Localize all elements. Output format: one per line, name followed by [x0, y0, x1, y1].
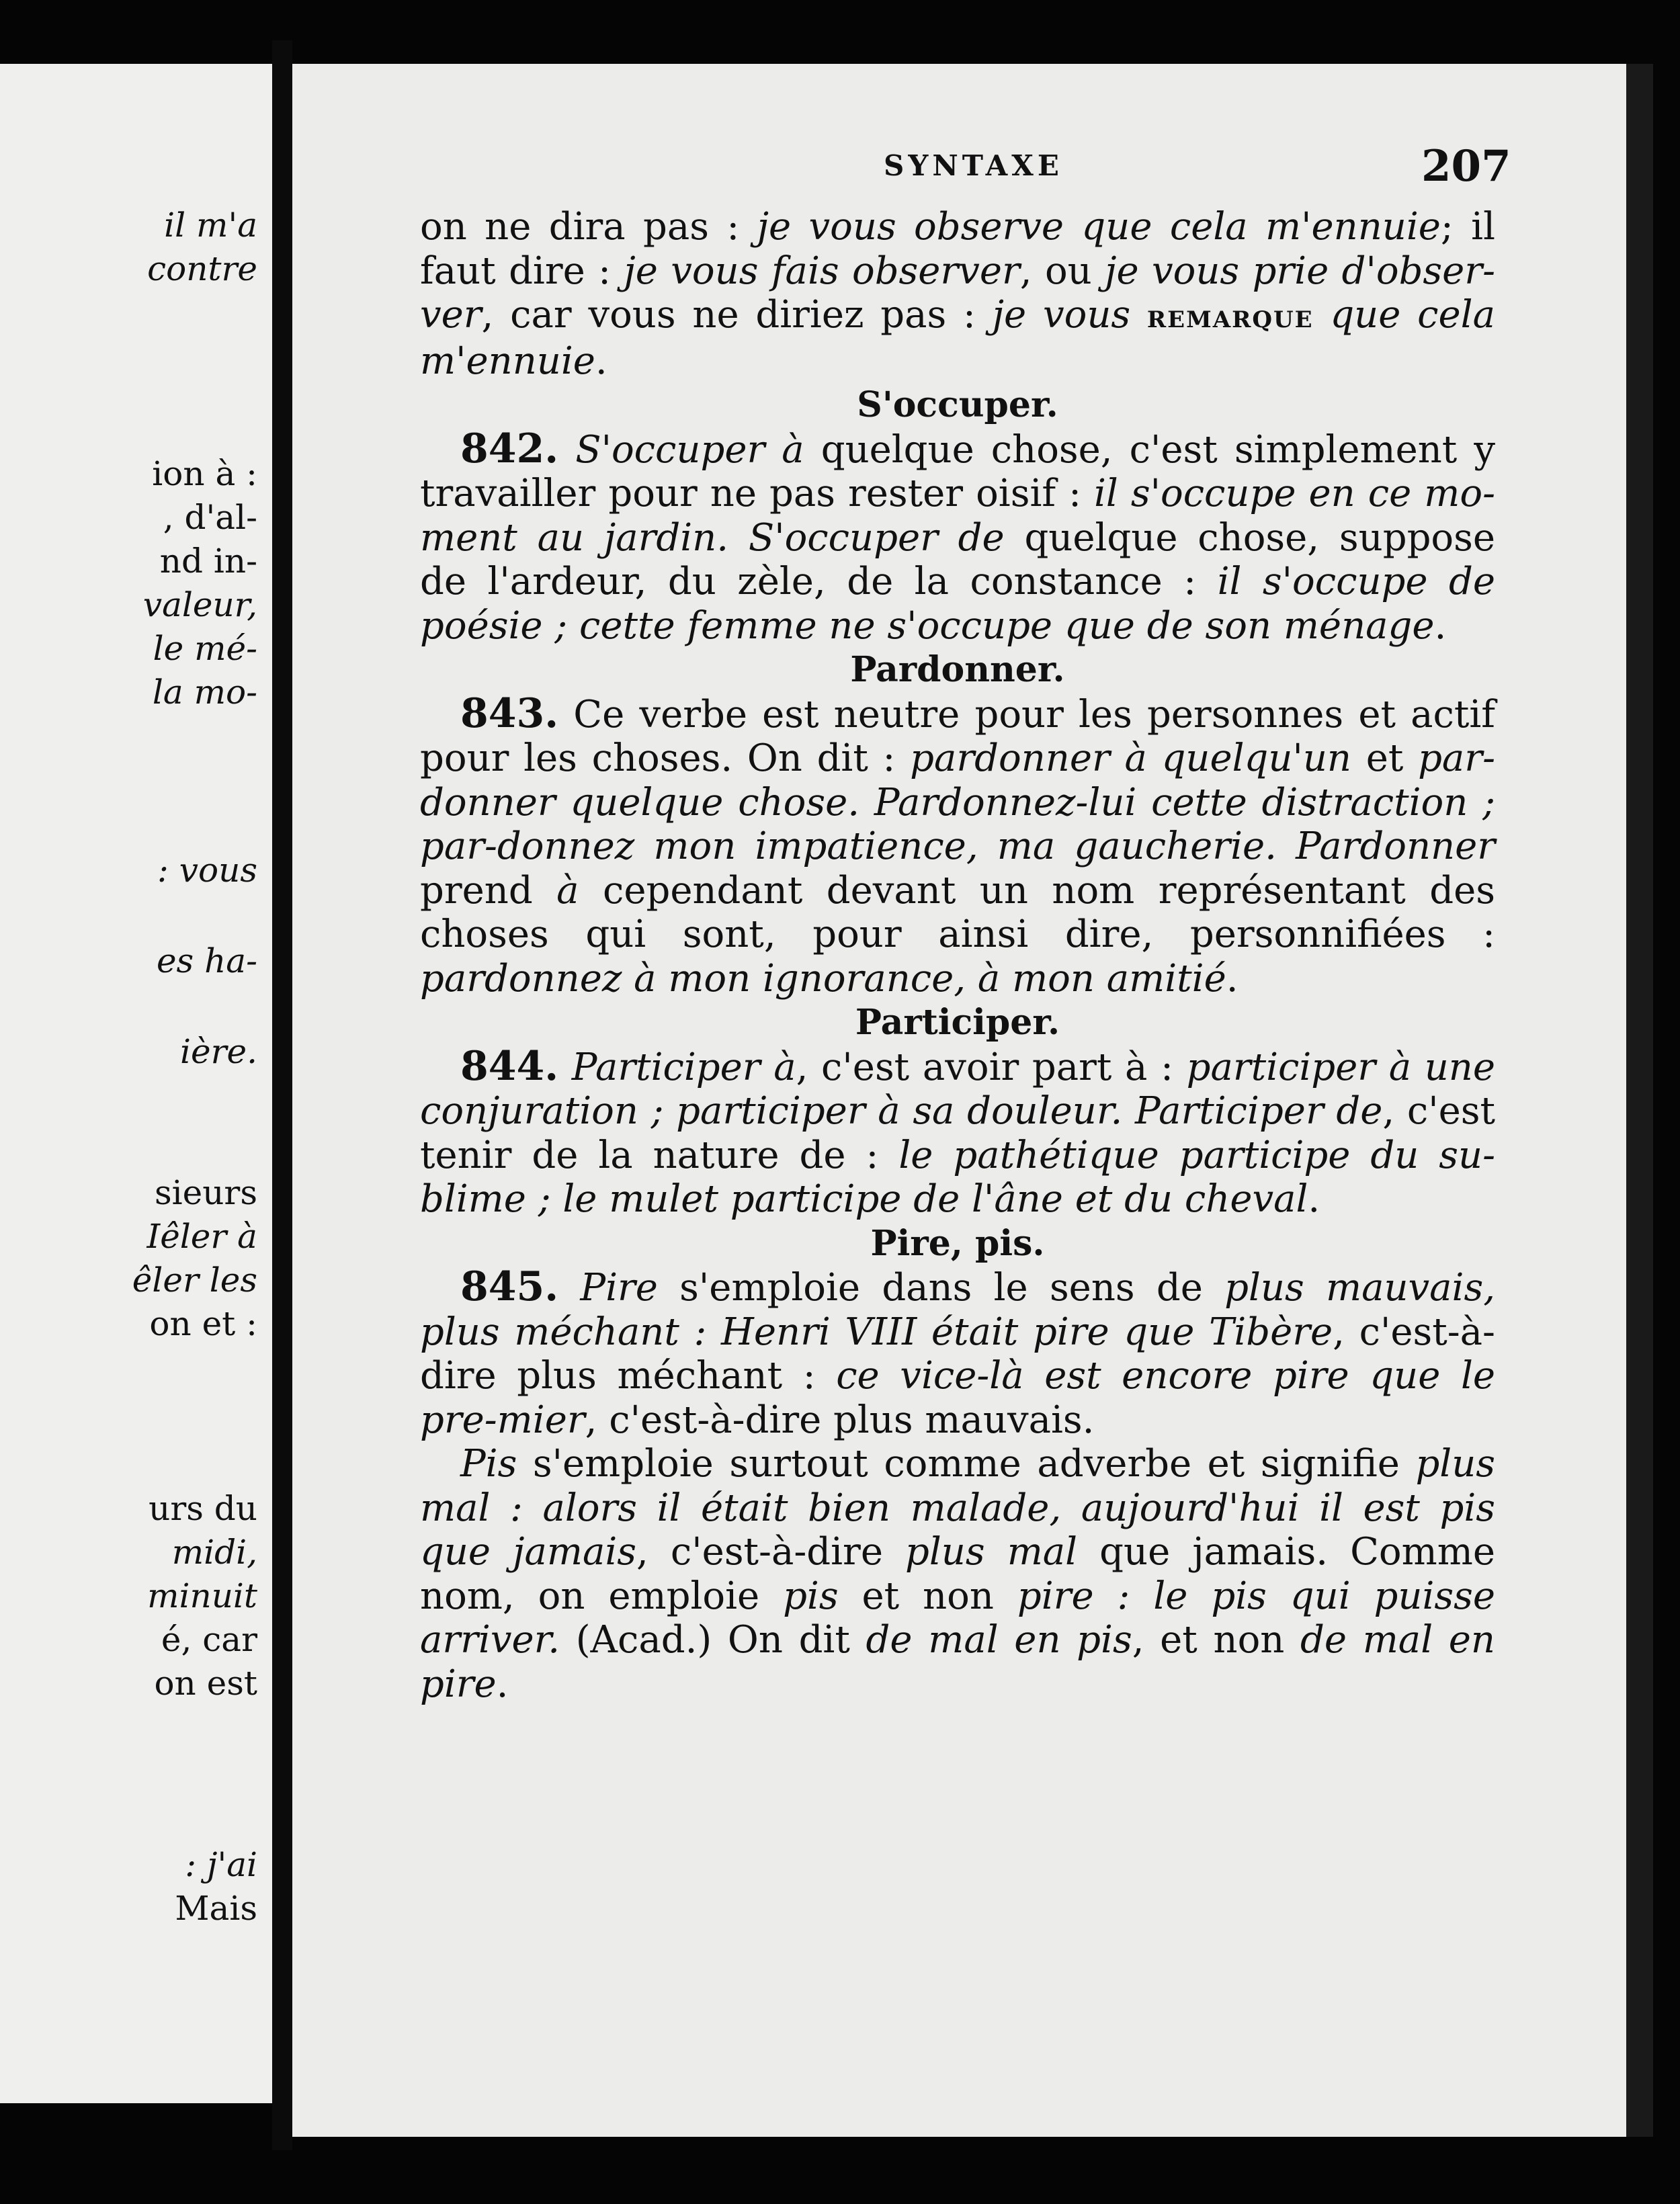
section-heading-occuper: S'occuper. — [857, 384, 1058, 425]
left-page-line: Mais — [175, 1889, 257, 1928]
section-heading-pire-pis: Pire, pis. — [870, 1222, 1045, 1264]
left-page-line: es ha- — [156, 941, 257, 980]
left-page-line: midi, — [171, 1533, 257, 1572]
left-page-line: la mo- — [152, 673, 257, 712]
page-number: 207 — [1421, 141, 1511, 192]
section-heading-participer: Participer. — [855, 1002, 1060, 1043]
paragraph-845-continued: Pis s'emploie surtout comme adverbe et signifie plus mal : alors il était bien malade, aujourd'hui il est pis que jamais, c'est-à-dire plus mal que jamais. Comme nom, on emploie pis et non pire : le pis qui puisse arriver. (Acad.) On dit de mal en pis, et non de mal en pire. — [420, 1442, 1495, 1706]
left-page-line: : j'ai — [185, 1845, 257, 1884]
running-header — [292, 141, 1626, 195]
left-page-line: minuit — [147, 1576, 257, 1615]
left-page-line: , d'al- — [163, 498, 257, 537]
left-page-line: Iêler à — [146, 1217, 257, 1256]
page-edge — [1626, 64, 1653, 2137]
left-page-line: il m'a — [164, 206, 257, 245]
left-page-line: ière. — [180, 1032, 257, 1071]
paragraph-continuation: on ne dira pas : je vous observe que cela m'ennuie; il faut dire : je vous fais observer, ou je vous prie d'obser-ver, car vous ne diriez pas : je vous remarque que cela m'ennuie. — [420, 205, 1495, 383]
book-gutter — [272, 40, 292, 2150]
left-page-line: é, car — [161, 1620, 257, 1659]
section-heading-pardonner: Pardonner. — [850, 649, 1065, 690]
left-page-line: urs du — [149, 1489, 257, 1528]
left-page-line: : vous — [157, 851, 257, 890]
left-page-line: contre — [147, 249, 257, 288]
paragraph-842: 842. S'occuper à quelque chose, c'est simplement y travailler pour ne pas rester oisif : il s'occupe en ce mo-ment au jardin. S'occuper de quelque chose, suppose de l'ardeur, du zèle, de la constance : il s'occupe de poésie ; cette femme ne s'occupe que de son ménage. — [420, 425, 1496, 648]
left-page-line: nd in- — [159, 542, 257, 581]
left-page-line: ion à : — [152, 454, 257, 493]
left-page-line: valeur, — [142, 585, 257, 624]
book-page — [292, 64, 1626, 2137]
left-page-line: le mé- — [153, 629, 257, 668]
left-page-line: on est — [154, 1664, 257, 1703]
paragraph-845: 845. Pire s'emploie dans le sens de plus mauvais, plus méchant : Henri VIII était pire que Tibère, c'est-à-dire plus méchant : ce vice-là est encore pire que le pre-mier, c'est-à-dire plus mauvais. — [420, 1263, 1495, 1442]
paragraph-843: 843. Ce verbe est neutre pour les personnes et actif pour les choses. On dit : pardonner à quelqu'un et par-donner quelque chose. Pardonnez-lui cette distraction ; par-donnez mon impatience, ma gaucherie. Pardonner prend à cependant devant un nom représentant des choses qui sont, pour ainsi dire, personnifiées : pardonnez à mon ignorance, à mon amitié. — [420, 689, 1495, 1001]
left-page-line: sieurs — [154, 1173, 257, 1212]
text-block — [420, 205, 1495, 1706]
paragraph-844: 844. Participer à, c'est avoir part à : participer à une conjuration ; participer à sa douleur. Participer de, c'est tenir de la nature de : le pathétique participe du su-blime ; le mulet participe de l'âne et du cheval. — [420, 1042, 1495, 1221]
facing-page-left — [0, 64, 272, 2103]
running-title: SYNTAXE — [884, 149, 1063, 182]
left-page-line: on et : — [149, 1304, 257, 1343]
left-page-line: êler les — [132, 1261, 257, 1300]
